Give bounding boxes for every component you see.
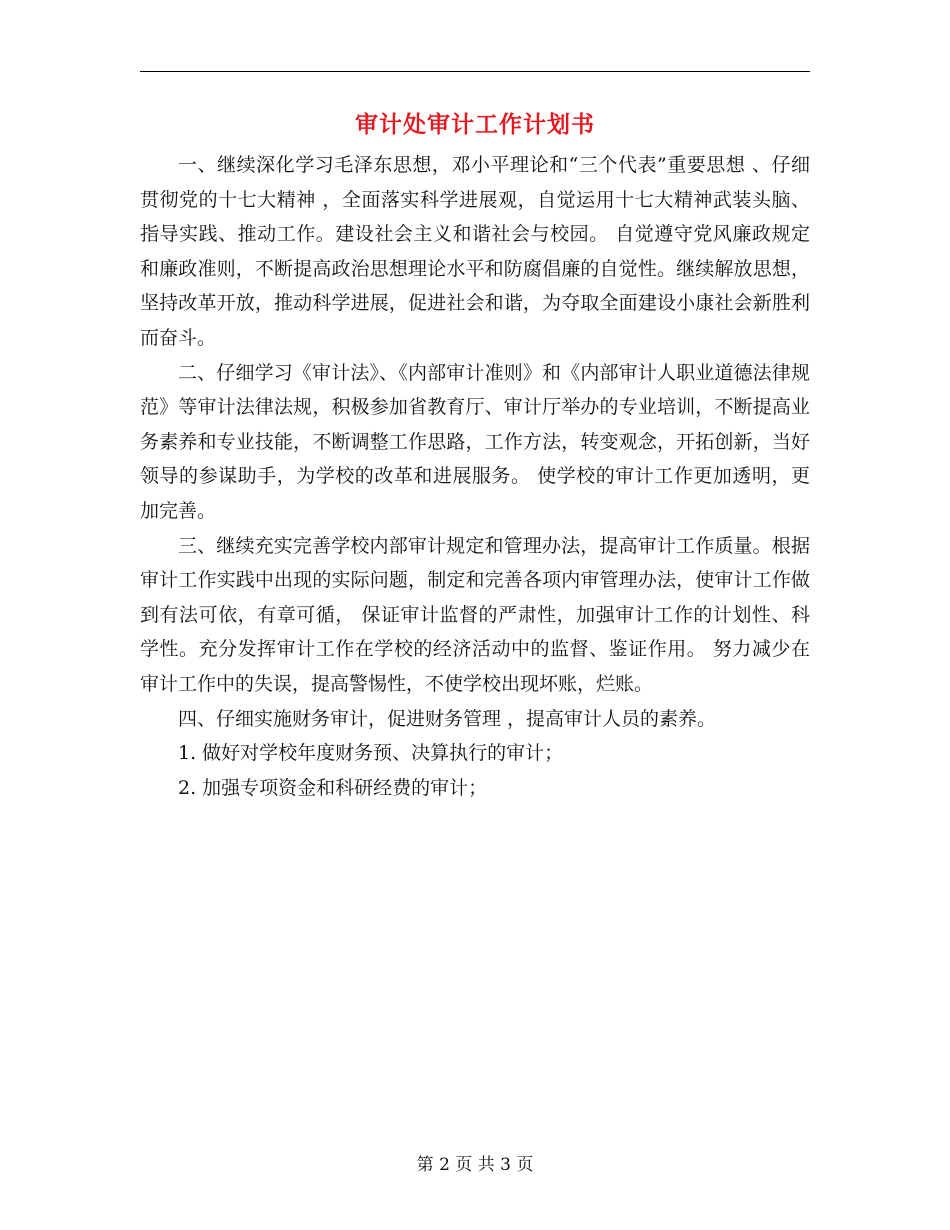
header-rule [140, 71, 810, 72]
paragraph-3: 三、继续充实完善学校内部审计规定和管理办法，提高审计工作质量。根据审计工作实践中出现的实际问题，制定和完善各项内审管理办法，使审计工作做到有法可依，有章可循， 保证审计监督的严肃性，加强审计工作的计划性、科学性。充分发挥审计工作在学校的经济活动中的监督、鉴证作用。 努力减少在审计工作中的失误，提高警惕性，不使学校出现坏账，烂账。 [140, 534, 810, 695]
document-body [140, 148, 810, 805]
paragraph-1: 一、继续深化学习毛泽东思想，邓小平理论和“三个代表”重要思想 、仔细贯彻党的十七大精神 ，全面落实科学进展观，自觉运用十七大精神武装头脑、指导实践、推动工作。建设社会主义和谐社会与校园。 自觉遵守党风廉政规定和廉政准则，不断提高政治思想理论水平和防腐倡廉的自觉性。继续解放思想，坚持改革开放，推动科学进展，促进社会和谐，为夺取全面建设小康社会新胜利而奋斗。 [140, 154, 810, 349]
paragraph-2: 二、仔细学习《审计法》、《内部审计准则》和《内部审计人职业道德法律规范》等审计法律法规，积极参加省教育厅、审计厅举办的专业培训，不断提高业务素养和专业技能，不断调整工作思路，工作方法，转变观念，开拓创新，当好领导的参谋助手，为学校的改革和进展服务。 使学校的审计工作更加透明，更加完善。 [140, 361, 810, 522]
paragraph-4: 四、仔细实施财务审计，促进财务管理 ，提高审计人员的素养。 [178, 707, 717, 730]
document-title: 审计处审计工作计划书 [355, 111, 595, 138]
list-item-1: 1. 做好对学校年度财务预、决算执行的审计； [178, 742, 564, 765]
list-item-2: 2. 加强专项资金和科研经费的审计； [178, 776, 488, 799]
page-number: 第 2 页 共 3 页 [416, 1155, 534, 1175]
